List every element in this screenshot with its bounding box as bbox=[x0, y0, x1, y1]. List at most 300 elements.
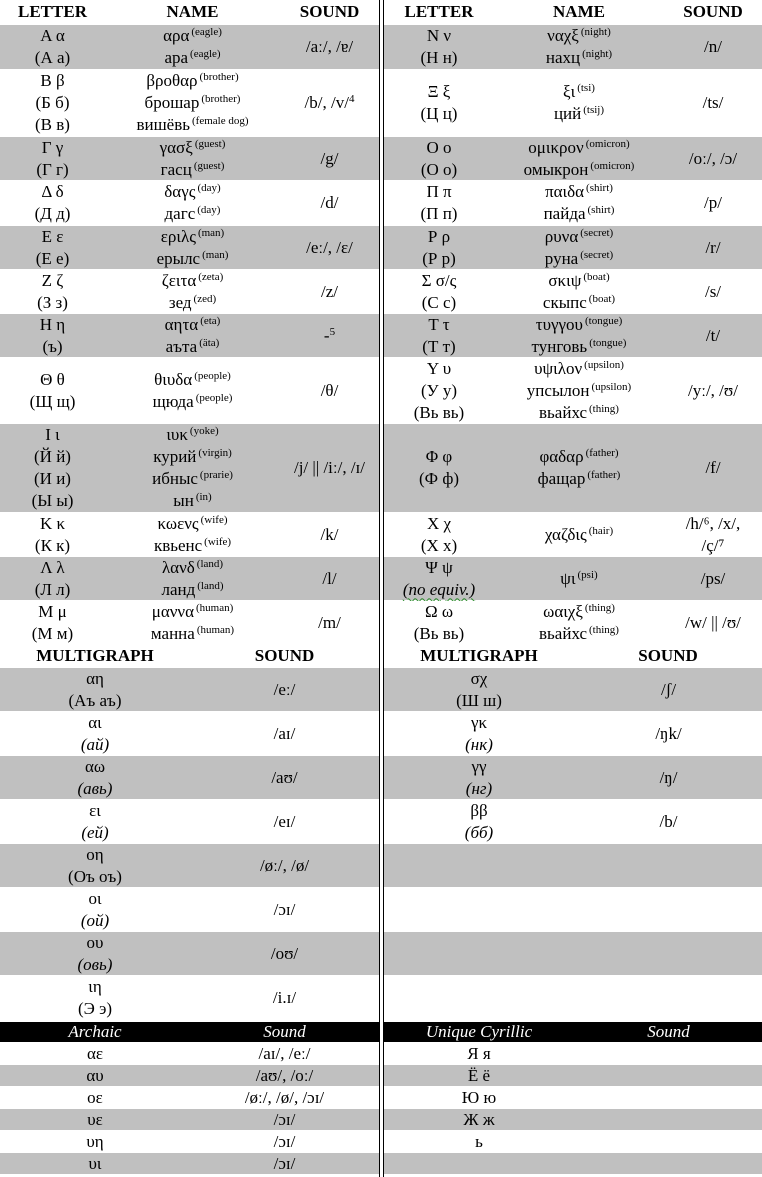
letter-row bbox=[384, 137, 762, 181]
letter-form: Α α bbox=[40, 26, 65, 45]
letter-name-gloss: (man) bbox=[197, 226, 225, 239]
letter-row bbox=[384, 314, 762, 358]
letter-name-gloss: (eagle) bbox=[190, 48, 221, 60]
multigraph-row bbox=[0, 932, 379, 976]
letter-row bbox=[384, 513, 762, 557]
letter-form: Θ θ bbox=[40, 369, 65, 389]
multigraph-sound: /ʃ/ bbox=[660, 679, 677, 699]
letter-name-gloss: (upsilon) bbox=[584, 358, 624, 371]
letter-sound-ipa: /z/ bbox=[321, 281, 338, 301]
letter-form: (П п) bbox=[420, 204, 458, 223]
letter-name-gloss: (people) bbox=[194, 369, 231, 382]
letter-form: Φ φ bbox=[425, 447, 453, 466]
letter-row bbox=[384, 181, 762, 226]
letter-name-word: брошар bbox=[144, 93, 200, 112]
multigraph-cyrillic: (авь) bbox=[77, 778, 113, 798]
letter-name-gloss: (prarie) bbox=[199, 469, 233, 481]
letter-name-word: ибныс bbox=[152, 469, 198, 488]
letter-sound-ipa: /eː/, /ɛ/ bbox=[306, 237, 353, 257]
letter-name-word: вишёвь bbox=[136, 115, 191, 134]
multigraph-sound: /b/ bbox=[659, 811, 678, 831]
letter-sound bbox=[706, 325, 720, 347]
multigraph-cyrillic: (ей) bbox=[81, 822, 109, 842]
letter-name-gloss: (hair) bbox=[588, 524, 614, 537]
letter-name-word: φαδαρ bbox=[539, 447, 584, 466]
right-panel bbox=[384, 0, 762, 1177]
multigraph-row bbox=[0, 888, 379, 932]
letter-name-gloss: (psi) bbox=[577, 568, 598, 581]
letter-name-word: τυγγου bbox=[535, 314, 583, 334]
letter-name-word: щюда bbox=[152, 391, 194, 411]
letter-form: (А а) bbox=[34, 48, 71, 67]
letter-name-gloss: (yoke) bbox=[189, 425, 219, 437]
letter-form: Ξ ξ bbox=[427, 82, 451, 101]
multigraph-sound: /øː/, /ø/ bbox=[259, 855, 310, 875]
letter-form: Ψ ψ bbox=[425, 557, 453, 577]
multigraph-sound: /ŋk/ bbox=[655, 723, 682, 743]
letter-form: (В в) bbox=[35, 115, 70, 134]
letter-form: (Л л) bbox=[34, 579, 71, 599]
letter-name bbox=[528, 137, 629, 159]
archaic-row bbox=[0, 1065, 379, 1087]
multigraph-row bbox=[0, 800, 379, 844]
letter-name bbox=[166, 424, 218, 446]
letter-name-word: ерылс bbox=[156, 248, 201, 268]
letter-name-gloss: (tongue) bbox=[589, 336, 627, 349]
letter-name bbox=[165, 314, 221, 336]
multigraph-sound-header: SOUND bbox=[638, 646, 698, 665]
letter-sound-ipa: /d/ bbox=[320, 193, 339, 212]
letter-name-word: ναχξ bbox=[547, 26, 579, 45]
letter-name-word: μαννα bbox=[151, 602, 195, 621]
letter-name-gloss: (tsij) bbox=[583, 104, 605, 116]
letter-name-gloss: (thing) bbox=[589, 402, 619, 415]
footnote-marker: 5 bbox=[329, 325, 336, 338]
letter-name bbox=[145, 92, 241, 114]
letter-name-gloss: (night) bbox=[580, 26, 611, 38]
letter-sound-ipa: /oː/, /ɔ/ bbox=[688, 148, 738, 168]
letter-sound-ipa: /r/ bbox=[705, 237, 721, 257]
name-column-header: NAME bbox=[553, 2, 605, 21]
letter-sound bbox=[306, 36, 353, 58]
letter-name bbox=[554, 103, 604, 125]
letter-row bbox=[384, 601, 762, 646]
name-column-header: NAME bbox=[166, 2, 219, 21]
letter-sound-ipa: /p/ bbox=[704, 193, 722, 212]
letter-form: Ο ο bbox=[426, 137, 452, 157]
letter-form: (М м) bbox=[31, 624, 74, 643]
letter-form: Ε ε bbox=[41, 226, 64, 246]
letter-name-word: γασξ bbox=[159, 137, 193, 157]
letter-name-word: ζειτα bbox=[161, 270, 197, 290]
cyrillic-row bbox=[384, 1109, 762, 1131]
letter-name-word: аъта bbox=[165, 336, 198, 356]
letter-form: Ζ ζ bbox=[41, 270, 64, 290]
letter-name bbox=[157, 248, 229, 270]
letter-name bbox=[136, 114, 248, 136]
multigraph-row bbox=[0, 712, 379, 756]
letter-name bbox=[165, 203, 221, 225]
letter-name-word: зед bbox=[168, 292, 192, 312]
letter-name-word: βροθαρ bbox=[146, 71, 198, 90]
archaic-row bbox=[0, 1153, 379, 1175]
letter-name-word: σκιψ bbox=[548, 270, 582, 290]
letter-name-word: руна bbox=[544, 248, 579, 268]
multigraph-greek: αι bbox=[88, 712, 102, 732]
letter-row bbox=[384, 424, 762, 513]
multigraph-row bbox=[0, 756, 379, 800]
letter-name-gloss: (shirt) bbox=[587, 204, 615, 216]
multigraph-greek: αω bbox=[84, 756, 106, 776]
letter-name-gloss: (tsi) bbox=[577, 82, 595, 94]
letter-name-gloss: (thing) bbox=[589, 624, 619, 636]
archaic-sound: /aɪ/, /eː/ bbox=[258, 1043, 311, 1063]
letter-name bbox=[544, 203, 615, 225]
letter-sound bbox=[306, 237, 353, 259]
letter-sound bbox=[704, 192, 722, 214]
multigraph-sound: /aɪ/ bbox=[273, 723, 296, 743]
letter-row bbox=[0, 424, 379, 513]
multigraph-sound: /ɔɪ/ bbox=[273, 899, 296, 919]
letter-sound bbox=[324, 325, 335, 347]
archaic-header bbox=[0, 1022, 379, 1043]
letter-name-word: ιυκ bbox=[166, 425, 188, 444]
letter-name-word: курий bbox=[153, 447, 197, 466]
letter-name-gloss: (human) bbox=[196, 602, 234, 614]
letter-name-gloss: (wife) bbox=[200, 513, 228, 526]
archaic-sound: /ɔɪ/ bbox=[273, 1131, 296, 1151]
multigraph-cyrillic: (нк) bbox=[465, 734, 493, 754]
letter-sound-ipa: /w/ || /ʊ/ bbox=[685, 613, 741, 632]
letter-name-word: παιδα bbox=[545, 182, 585, 201]
letter-form: (Д д) bbox=[34, 204, 71, 223]
unique-cyrillic-letter: ь bbox=[475, 1131, 483, 1151]
letter-column-header: LETTER bbox=[18, 2, 87, 21]
letter-row bbox=[384, 25, 762, 70]
letter-name-word: ций bbox=[553, 104, 582, 123]
letter-name bbox=[162, 270, 224, 292]
letter-name bbox=[154, 369, 231, 391]
letter-form: (К к) bbox=[34, 535, 71, 555]
multigraph-greek: ιη bbox=[88, 976, 102, 996]
letter-form: Μ μ bbox=[38, 602, 67, 621]
letter-name-gloss: (day) bbox=[197, 204, 221, 216]
letter-sound bbox=[294, 457, 365, 479]
letter-form: Η η bbox=[39, 314, 66, 334]
letter-name-word: омыкрон bbox=[523, 159, 589, 179]
sound-column-header: SOUND bbox=[299, 2, 360, 21]
multigraph-row bbox=[384, 844, 762, 888]
letter-row bbox=[384, 557, 762, 601]
letter-row bbox=[384, 358, 762, 424]
letter-name bbox=[163, 25, 222, 47]
letter-sound bbox=[321, 524, 339, 546]
letter-sound-ipa: - bbox=[323, 325, 330, 345]
letter-sound-ipa: /s/ bbox=[704, 281, 722, 301]
archaic-row bbox=[0, 1087, 379, 1109]
letter-form: Ι ι bbox=[45, 425, 60, 444]
multigraph-row bbox=[0, 844, 379, 888]
letter-row bbox=[0, 314, 379, 358]
multigraph-header bbox=[384, 645, 762, 668]
letter-form: Ρ ρ bbox=[427, 226, 451, 246]
letter-sound bbox=[688, 380, 738, 402]
multigraph-row bbox=[384, 668, 762, 712]
letter-name bbox=[539, 402, 619, 424]
archaic-row bbox=[0, 1043, 379, 1065]
archaic-graph: υε bbox=[87, 1109, 103, 1129]
letter-row bbox=[0, 557, 379, 601]
letter-name-gloss: (äta) bbox=[199, 336, 220, 349]
letter-name bbox=[152, 601, 234, 623]
letter-name-gloss: (secret) bbox=[580, 248, 614, 261]
letter-name-word: пайда bbox=[543, 204, 586, 223]
letter-form: Ν ν bbox=[426, 26, 452, 45]
letter-form: Χ χ bbox=[426, 513, 452, 533]
multigraph-sound: /eɪ/ bbox=[273, 811, 296, 831]
divider-line bbox=[379, 0, 380, 1177]
letter-form: (И и) bbox=[34, 469, 71, 488]
letter-name-word: ρυνα bbox=[544, 226, 579, 246]
letter-name-word: ομικρον bbox=[528, 137, 584, 157]
letter-form: (Ц ц) bbox=[420, 104, 458, 123]
archaic-header bbox=[384, 1022, 762, 1043]
letter-form: Β β bbox=[40, 71, 65, 90]
letter-sound-ipa: /n/ bbox=[704, 37, 722, 56]
letter-name-gloss: (female dog) bbox=[192, 115, 249, 127]
letter-form: (Ф ф) bbox=[418, 469, 460, 488]
letter-name-word: нахц bbox=[545, 48, 581, 67]
letter-name-gloss: (boat) bbox=[583, 270, 610, 283]
letter-row bbox=[0, 226, 379, 270]
letter-form: (ъ) bbox=[42, 336, 63, 356]
archaic-graph: οε bbox=[87, 1087, 103, 1107]
letter-name-word: χαζδις bbox=[544, 524, 587, 544]
letter-sound bbox=[322, 568, 336, 590]
letter-name bbox=[153, 391, 233, 413]
letter-form: (З з) bbox=[37, 292, 68, 312]
letter-name-gloss: (zeta) bbox=[198, 270, 224, 283]
letter-name bbox=[160, 137, 226, 159]
cyrillic-row bbox=[384, 1131, 762, 1153]
archaic-row bbox=[0, 1109, 379, 1131]
letter-name-gloss: (brother) bbox=[199, 71, 239, 83]
letter-name-word: вьайхс bbox=[539, 402, 588, 422]
multigraph-cyrillic: (ай) bbox=[80, 734, 110, 754]
archaic-column-header: Unique Cyrillic bbox=[425, 1022, 533, 1041]
letter-sound-ipa: /k/ bbox=[320, 524, 339, 544]
multigraph-cyrillic: (овь) bbox=[77, 954, 113, 974]
unique-cyrillic-letter: Ю ю bbox=[461, 1087, 497, 1107]
letter-name bbox=[539, 446, 618, 468]
multigraph-header bbox=[0, 645, 379, 668]
unique-cyrillic-letter: Ж ж bbox=[463, 1109, 495, 1129]
letter-name-word: ωαιχξ bbox=[543, 602, 583, 621]
archaic-graph: αε bbox=[86, 1043, 104, 1063]
letter-name-gloss: (guest) bbox=[193, 159, 225, 172]
letter-name-gloss: (eta) bbox=[200, 314, 221, 327]
multigraph-sound: /eː/ bbox=[273, 679, 296, 699]
footnote-marker: 4 bbox=[348, 93, 355, 105]
letter-form: (Н н) bbox=[420, 48, 458, 67]
letter-sound-ipa: /yː/, /ʊ/ bbox=[688, 380, 738, 400]
letter-sound-ipa: /ts/ bbox=[702, 93, 724, 112]
letter-sound bbox=[703, 92, 724, 114]
archaic-graph: αυ bbox=[86, 1065, 104, 1085]
letter-name bbox=[153, 446, 232, 468]
letter-name bbox=[539, 623, 619, 645]
letter-name bbox=[538, 468, 621, 490]
letter-row bbox=[0, 70, 379, 137]
cyrillic-row bbox=[384, 1043, 762, 1065]
letter-form: (У у) bbox=[420, 380, 458, 400]
letter-name bbox=[545, 226, 613, 248]
letter-form: Λ λ bbox=[40, 557, 65, 577]
letter-sound bbox=[705, 237, 720, 259]
letter-name-gloss: (omicron) bbox=[590, 159, 635, 172]
letter-name bbox=[162, 557, 223, 579]
multigraph-row bbox=[384, 800, 762, 844]
cyrillic-row bbox=[384, 1065, 762, 1087]
letter-name bbox=[154, 535, 231, 557]
archaic-sound: /ɔɪ/ bbox=[273, 1153, 296, 1173]
letter-name bbox=[164, 47, 220, 69]
letter-name bbox=[157, 513, 227, 535]
letter-sound bbox=[321, 380, 339, 402]
sound-column-header: SOUND bbox=[683, 2, 743, 21]
letter-form: (Т т) bbox=[422, 336, 456, 356]
letter-name-gloss: (guest) bbox=[194, 137, 226, 150]
archaic-sound-header: Sound bbox=[263, 1022, 306, 1041]
multigraph-cyrillic: (Э э) bbox=[77, 998, 113, 1018]
letter-row bbox=[384, 226, 762, 270]
letter-sound-ipa: /g/ bbox=[320, 148, 339, 168]
letter-sound bbox=[305, 92, 355, 114]
unique-cyrillic-letter: Я я bbox=[467, 1043, 491, 1063]
letter-name-word: дагс bbox=[164, 204, 196, 223]
letter-row bbox=[0, 601, 379, 646]
letter-name-word: υψιλον bbox=[534, 358, 583, 378]
letter-sound bbox=[321, 192, 339, 214]
letter-name bbox=[161, 159, 225, 181]
multigraph-row bbox=[0, 976, 379, 1020]
letter-name-gloss: (omicron) bbox=[585, 137, 630, 150]
letter-name bbox=[560, 568, 597, 590]
letter-name-word: манна bbox=[150, 624, 195, 643]
letter-form: (О о) bbox=[420, 159, 458, 179]
cyrillic-row bbox=[384, 1087, 762, 1109]
archaic-row bbox=[0, 1131, 379, 1153]
letter-name-word: ξι bbox=[563, 82, 576, 101]
letter-row bbox=[0, 181, 379, 226]
letter-sound-ipa: /f/ bbox=[705, 458, 721, 477]
letter-name bbox=[169, 292, 216, 314]
letter-form: Κ κ bbox=[39, 513, 66, 533]
letter-form: (Ы ы) bbox=[31, 491, 74, 510]
letter-name bbox=[524, 159, 635, 181]
letter-sound: /h/⁶, /x/, bbox=[685, 513, 741, 533]
letter-name-word: εριλς bbox=[160, 226, 196, 246]
letter-form: (Р р) bbox=[422, 248, 456, 268]
letter-form: Δ δ bbox=[41, 182, 64, 201]
letter-row bbox=[0, 25, 379, 70]
letter-sound-ipa: /ps/ bbox=[700, 568, 726, 588]
letter-name-word: фащар bbox=[537, 469, 586, 488]
letter-name bbox=[164, 181, 220, 203]
multigraph-cyrillic: (нг) bbox=[465, 778, 493, 798]
letter-name bbox=[548, 270, 609, 292]
letter-name bbox=[161, 579, 223, 601]
letter-form: Σ σ/ς bbox=[421, 270, 457, 290]
letter-name-word: κωενς bbox=[157, 513, 199, 533]
multigraph-greek: γκ bbox=[470, 712, 488, 732]
cyrillic-row bbox=[384, 1153, 762, 1175]
letter-form: Π π bbox=[426, 182, 452, 201]
archaic-sound: /øː/, /ø/, /ɔɪ/ bbox=[244, 1087, 325, 1107]
archaic-graph: υι bbox=[88, 1153, 102, 1173]
letter-name-gloss: (boat) bbox=[588, 292, 616, 305]
letter-name-gloss: (land) bbox=[197, 579, 224, 592]
letter-name-word: вьайхс bbox=[539, 624, 588, 643]
multigraph-row bbox=[384, 976, 762, 1020]
letter-name bbox=[547, 25, 611, 47]
letter-name bbox=[146, 70, 238, 92]
letter-name bbox=[532, 336, 627, 358]
letter-column-header: LETTER bbox=[404, 2, 474, 21]
multigraph-greek: οι bbox=[88, 888, 102, 908]
letter-name bbox=[545, 181, 613, 203]
letter-name-word: δαγς bbox=[164, 182, 196, 201]
letter-name-word: ланд bbox=[161, 579, 196, 599]
letter-name-word: λανδ bbox=[161, 557, 195, 577]
letter-name-word: гасц bbox=[160, 159, 192, 179]
unique-cyrillic-letter: Ё ё bbox=[467, 1065, 491, 1085]
letter-row bbox=[0, 270, 379, 314]
multigraph-sound: /i.ɪ/ bbox=[272, 987, 297, 1007]
letter-name-gloss: (people) bbox=[195, 391, 233, 404]
letter-name bbox=[166, 336, 220, 358]
letter-name-gloss: (land) bbox=[196, 557, 224, 570]
letter-name bbox=[527, 380, 631, 402]
letter-name-gloss: (tongue) bbox=[584, 314, 623, 327]
multigraph-greek: ει bbox=[89, 800, 101, 820]
letter-name bbox=[543, 601, 615, 623]
letter-name-gloss: (secret) bbox=[580, 226, 614, 239]
letter-row bbox=[0, 358, 379, 424]
archaic-sound-header: Sound bbox=[647, 1022, 690, 1041]
letter-form: (С с) bbox=[421, 292, 457, 312]
letter-name-gloss: (zed) bbox=[193, 292, 217, 305]
letter-name-gloss: (in) bbox=[195, 491, 212, 503]
multigraph-cyrillic: (бб) bbox=[464, 822, 494, 842]
letter-name-gloss: (thing) bbox=[584, 602, 615, 614]
letters-header bbox=[0, 0, 379, 25]
letter-name bbox=[563, 81, 595, 103]
letter-name-word: упсылон bbox=[526, 380, 590, 400]
multigraph-cyrillic: (Аъ аъ) bbox=[68, 690, 122, 710]
letter-sound-ipa: /aː/, /ɐ/ bbox=[305, 37, 354, 56]
letter-row bbox=[384, 270, 762, 314]
left-panel bbox=[0, 0, 379, 1177]
letter-name-gloss: (man) bbox=[202, 248, 229, 261]
letter-name bbox=[534, 358, 624, 380]
multigraph-row bbox=[384, 888, 762, 932]
multigraph-greek: ββ bbox=[470, 800, 488, 820]
multigraph-row bbox=[384, 712, 762, 756]
letter-form: (Х х) bbox=[420, 535, 458, 555]
multigraph-column-header: MULTIGRAPH bbox=[36, 646, 154, 665]
letter-name-gloss: (eagle) bbox=[191, 26, 222, 38]
